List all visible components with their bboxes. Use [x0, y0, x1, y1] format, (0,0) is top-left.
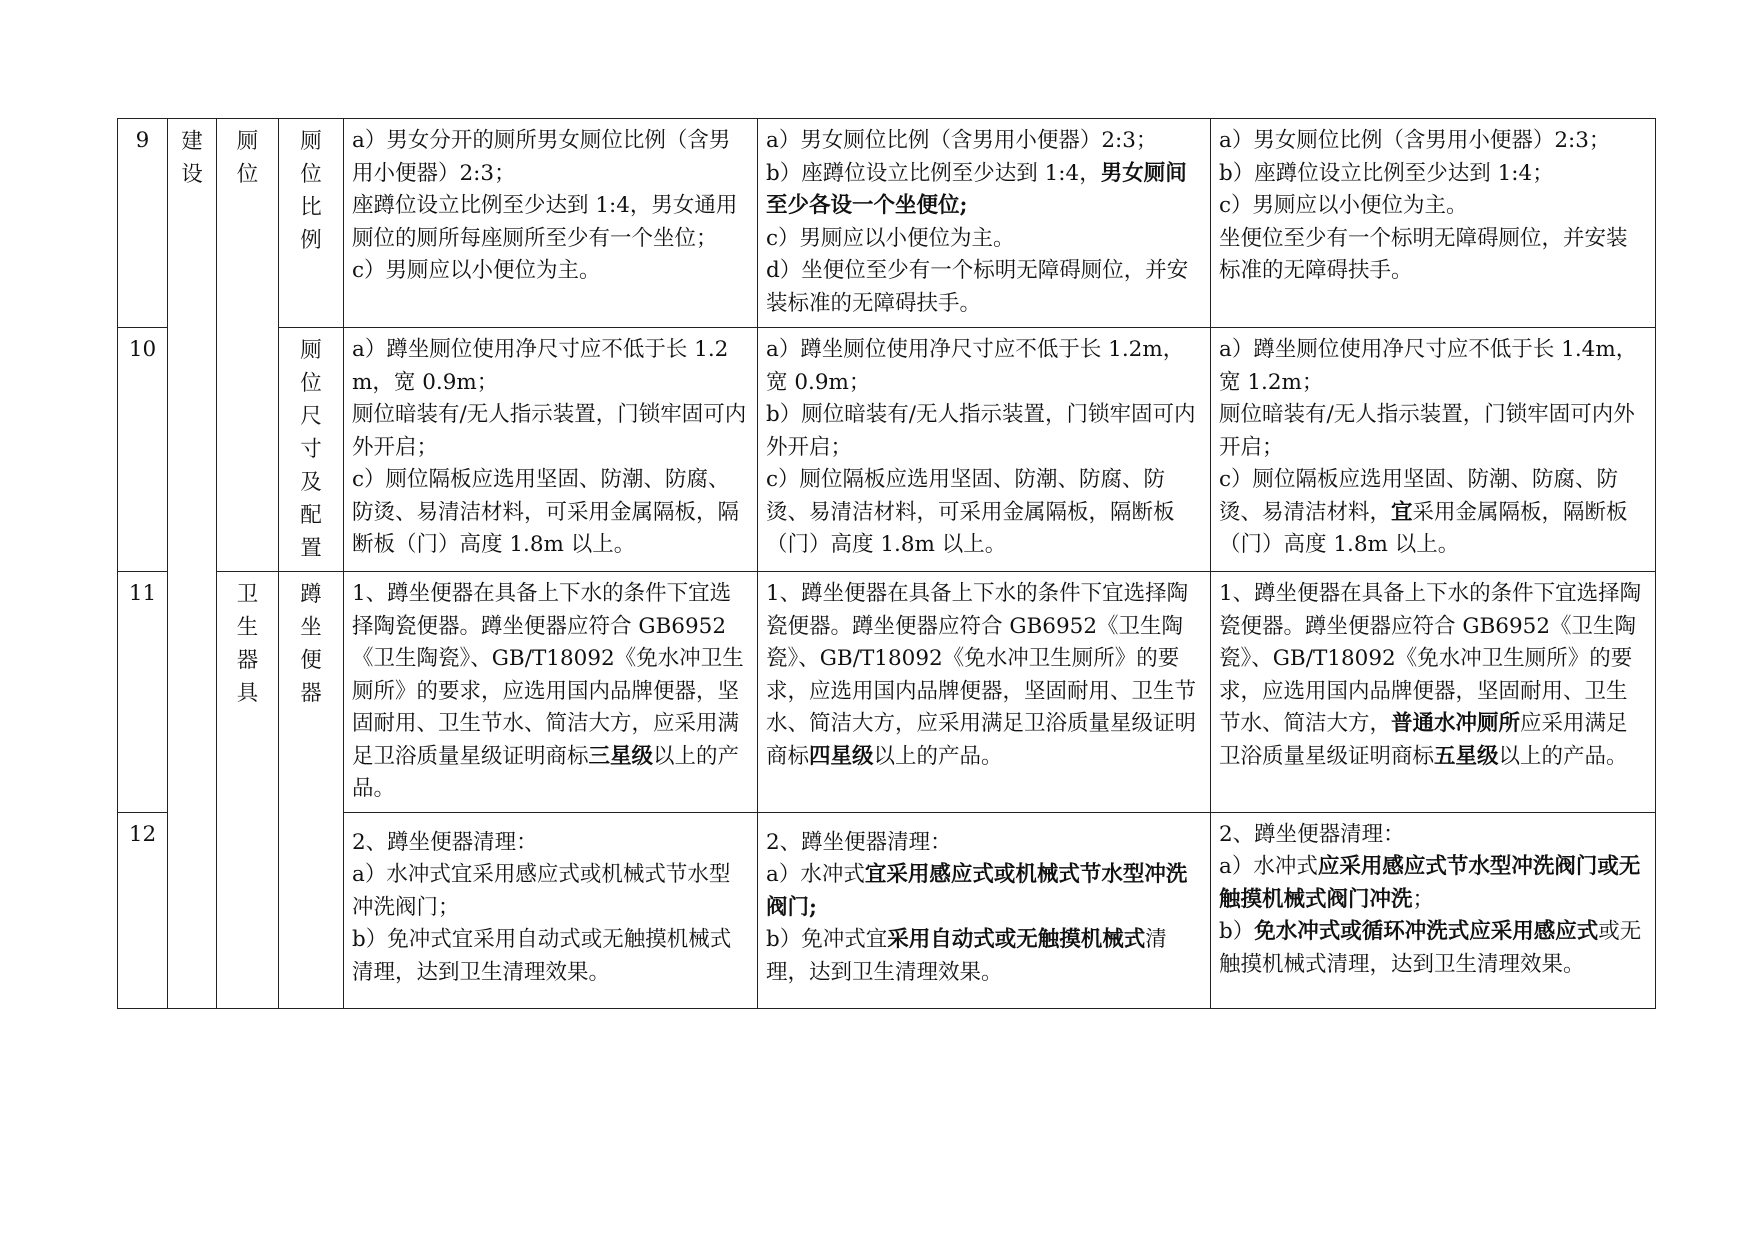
standard-cell: 1、蹲坐便器在具备上下水的条件下宜选择陶瓷便器。蹲坐便器应符合 GB6952《卫生陶瓷》、GB/T18092《免水冲卫生厕所》的要求，应选用国内品牌便器，坚固耐用、卫生节水、简洁大方，应采用满足卫浴质量星级证明商标三星级以上的产品。: [344, 572, 758, 813]
standard-cell: 2、蹲坐便器清理： a）水冲式应采用感应式节水型冲洗阀门或无触摸机械式阀门冲洗； b）免水冲式或循环冲洗式应采用感应式或无触摸机械式清理，达到卫生清理效果。: [1211, 812, 1656, 1008]
row-number: 9: [118, 119, 168, 328]
category-cubicle: 厕位: [217, 119, 279, 572]
row-number: 10: [118, 328, 168, 572]
subcategory-squat: 蹲坐便器: [279, 572, 344, 1009]
standard-cell: 2、蹲坐便器清理： a）水冲式宜采用感应式或机械式节水型冲洗阀门; b）免冲式宜采用自动式或无触摸机械式清理，达到卫生清理效果。: [758, 812, 1211, 1008]
table-row: [118, 812, 1656, 1008]
standard-cell: a）蹲坐厕位使用净尺寸应不低于长 1.2m，宽 0.9m； 厕位暗装有/无人指示装置，门锁牢固可内外开启； c）厕位隔板应选用坚固、防潮、防腐、防烫、易清洁材料，可采用金属隔板，隔断板（门）高度 1.8m 以上。: [344, 328, 758, 572]
table-row: [118, 119, 1656, 328]
row-number: 12: [118, 812, 168, 1008]
table-row: [118, 328, 1656, 572]
standard-cell: a）男女厕位比例（含男用小便器）2:3； b）座蹲位设立比例至少达到 1:4，男女厕间至少各设一个坐便位; c）男厕应以小便位为主。 d）坐便位至少有一个标明无障碍厕位，并安装标准的无障碍扶手。: [758, 119, 1211, 328]
row-number: 11: [118, 572, 168, 813]
table-row: [118, 572, 1656, 813]
subcategory-size: 厕位尺寸及配置: [279, 328, 344, 572]
standard-cell: 1、蹲坐便器在具备上下水的条件下宜选择陶瓷便器。蹲坐便器应符合 GB6952《卫生陶瓷》、GB/T18092《免水冲卫生厕所》的要求，应选用国内品牌便器，坚固耐用、卫生节水、简洁大方，应采用满足卫浴质量星级证明商标四星级以上的产品。: [758, 572, 1211, 813]
standard-cell: a）男女分开的厕所男女厕位比例（含男用小便器）2:3； 座蹲位设立比例至少达到 1:4，男女通用厕位的厕所每座厕所至少有一个坐位； c）男厕应以小便位为主。: [344, 119, 758, 328]
subcategory-ratio: 厕位比例: [279, 119, 344, 328]
standard-cell: a）蹲坐厕位使用净尺寸应不低于长 1.4m，宽 1.2m； 厕位暗装有/无人指示装置，门锁牢固可内外开启； c）厕位隔板应选用坚固、防潮、防腐、防烫、易清洁材料，宜采用金属隔板，隔断板（门）高度 1.8m 以上。: [1211, 328, 1656, 572]
category-sanitary: 卫生器具: [217, 572, 279, 1009]
standard-cell: a）蹲坐厕位使用净尺寸应不低于长 1.2m，宽 0.9m； b）厕位暗装有/无人指示装置，门锁牢固可内外开启； c）厕位隔板应选用坚固、防潮、防腐、防烫、易清洁材料，可采用金属隔板，隔断板（门）高度 1.8m 以上。: [758, 328, 1211, 572]
standards-table: [117, 118, 1656, 1009]
standard-cell: 1、蹲坐便器在具备上下水的条件下宜选择陶瓷便器。蹲坐便器应符合 GB6952《卫生陶瓷》、GB/T18092《免水冲卫生厕所》的要求，应选用国内品牌便器，坚固耐用、卫生节水、简洁大方，普通水冲厕所应采用满足卫浴质量星级证明商标五星级以上的产品。: [1211, 572, 1656, 813]
standard-cell: a）男女厕位比例（含男用小便器）2:3； b）座蹲位设立比例至少达到 1:4； c）男厕应以小便位为主。 坐便位至少有一个标明无障碍厕位，并安装标准的无障碍扶手。: [1211, 119, 1656, 328]
category-build: 建设: [168, 119, 217, 1009]
standard-cell: 2、蹲坐便器清理： a）水冲式宜采用感应式或机械式节水型冲洗阀门； b）免冲式宜采用自动式或无触摸机械式清理，达到卫生清理效果。: [344, 812, 758, 1008]
